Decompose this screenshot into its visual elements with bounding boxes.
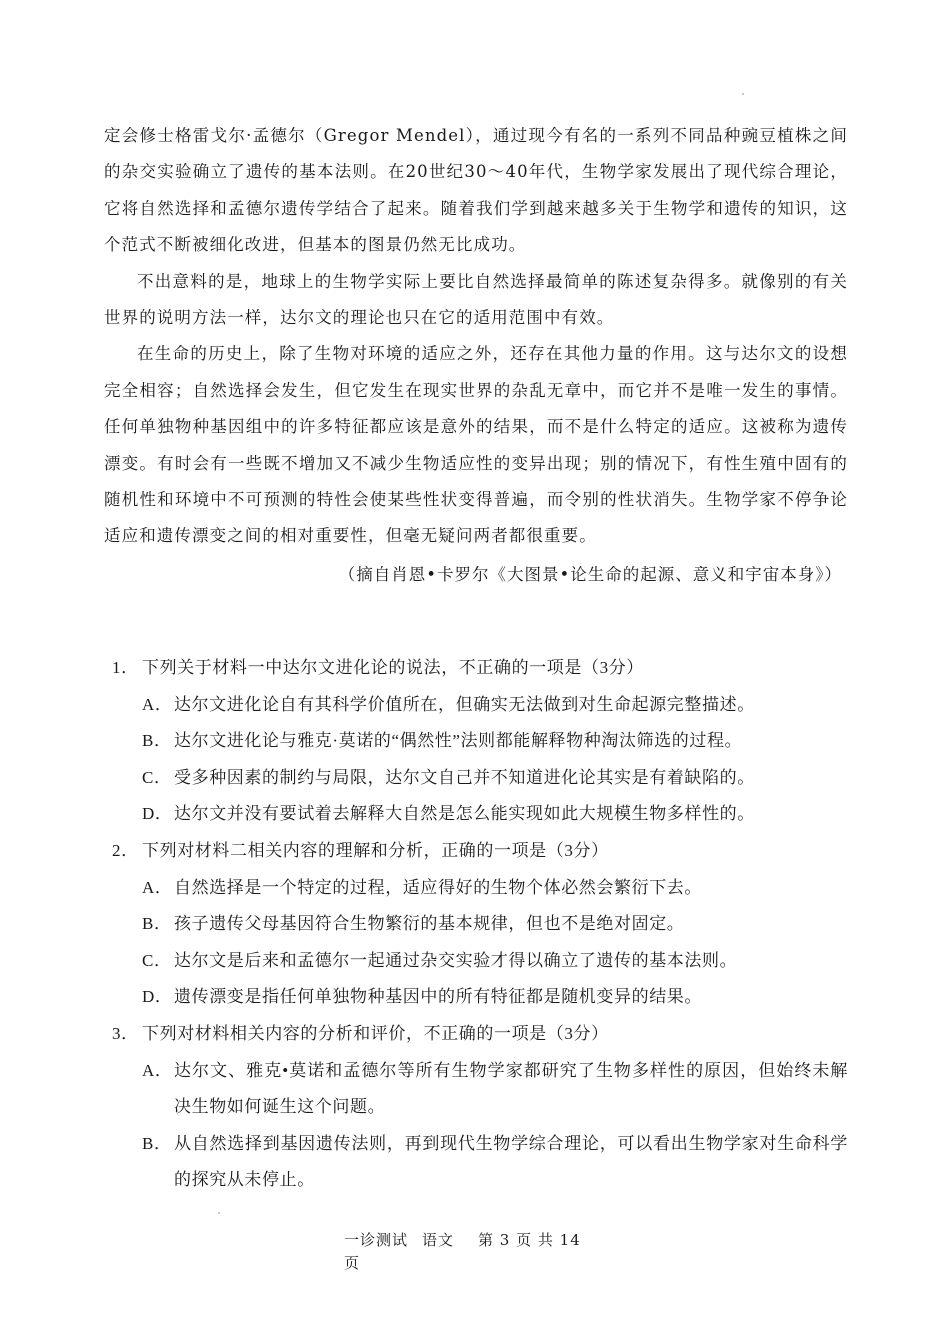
- passage-paragraph: 定会修士格雷戈尔·孟德尔（Gregor Mendel），通过现今有名的一系列不同品种豌豆植株之间的杂交实验确立了遗传的基本法则。在20世纪30～40年代，生物学家发展出了现代综合理论，它将自然选择和孟德尔遗传学结合了起来。随着我们学到越来越多关于生物学和遗传的知识，这个范式不断被细化改进，但基本的图景仍然无比成功。: [104, 126, 848, 255]
- question-list: [112, 650, 848, 1199]
- footer-subject: 语文: [422, 1231, 455, 1249]
- page-footer: [344, 1229, 614, 1275]
- option-text: 达尔文、雅克•莫诺和孟德尔等所有生物学家都研究了生物多样性的原因，但始终未解决生物如何诞生这个问题。: [174, 1060, 848, 1117]
- option-text: 自然选择是一个特定的过程，适应得好的生物个体必然会繁衍下去。: [174, 877, 702, 897]
- option-letter: D．: [142, 987, 173, 1007]
- question-number: 2．: [112, 840, 139, 860]
- option-text: 受多种因素的制约与局限，达尔文自己并不知道进化论其实是有着缺陷的。: [174, 767, 755, 787]
- question-text: 下列关于材料一中达尔文进化论的说法，不正确的一项是（3分）: [142, 658, 644, 677]
- answer-option: [112, 979, 848, 1016]
- option-letter: A．: [142, 694, 173, 714]
- option-letter: C．: [142, 767, 172, 787]
- option-letter: A．: [142, 1060, 173, 1080]
- question-stem: [112, 833, 848, 870]
- option-letter: B．: [142, 1133, 172, 1153]
- passage-source: （摘自肖恩•卡罗尔《大图景•论生命的起源、意义和宇宙本身》）: [338, 564, 842, 584]
- option-text: 达尔文并没有要试着去解释大自然是怎么能实现如此大规模生物多样性的。: [174, 804, 755, 824]
- option-text: 孩子遗传父母基因符合生物繁衍的基本规律，但也不是绝对固定。: [174, 914, 685, 934]
- option-letter: C．: [142, 950, 172, 970]
- option-text: 遗传漂变是指任何单独物种基因中的所有特征都是随机变异的结果。: [174, 987, 702, 1007]
- answer-option: [112, 1053, 848, 1126]
- reading-passage: [104, 118, 848, 593]
- option-text: 从自然选择到基因遗传法则，再到现代生物学综合理论，可以看出生物学家对生命科学的探究从未停止。: [174, 1133, 848, 1190]
- question-text: 下列对材料二相关内容的理解和分析，正确的一项是（3分）: [142, 840, 609, 860]
- option-letter: B．: [142, 731, 172, 751]
- answer-option: [112, 723, 848, 760]
- answer-option: [112, 796, 848, 833]
- option-text: 达尔文是后来和孟德尔一起通过杂交实验才得以确立了遗传的基本法则。: [174, 950, 738, 970]
- answer-option: [112, 687, 848, 724]
- question-stem: [112, 650, 848, 687]
- answer-option: [112, 760, 848, 797]
- answer-option: [112, 906, 848, 943]
- option-text: 达尔文进化论与雅克·莫诺的“偶然性”法则都能解释物种淘汰筛选的过程。: [174, 731, 743, 751]
- footer-exam-name: 一诊测试: [344, 1231, 409, 1249]
- option-letter: D．: [142, 804, 173, 824]
- answer-option: [112, 1126, 848, 1199]
- question-number: 1．: [112, 658, 139, 677]
- answer-option: [112, 943, 848, 980]
- footer-page-number: 第 3 页 共 14: [478, 1231, 581, 1249]
- passage-paragraph: 在生命的历史上，除了生物对环境的适应之外，还存在其他力量的作用。这与达尔文的设想完全相容；自然选择会发生，但它发生在现实世界的杂乱无章中，而它并不是唯一发生的事情。任何单独物种基因组中的许多特征都应该是意外的结果，而不是什么特定的适应。这被称为遗传漂变。有时会有一些既不增加又不减少生物适应性的变异出现；别的情况下，有性生殖中固有的随机性和环境中不可预测的特性会使某些性状变得普遍，而令别的性状消失。生物学家不停争论适应和遗传漂变之间的相对重要性，但毫无疑问两者都很重要。: [104, 344, 848, 546]
- footer-page-suffix: 页: [344, 1254, 361, 1272]
- scan-speck: [742, 93, 744, 95]
- question-text: 下列对材料相关内容的分析和评价，不正确的一项是（3分）: [142, 1023, 609, 1043]
- passage-paragraph: 不出意料的是，地球上的生物学实际上要比自然选择最简单的陈述复杂得多。就像别的有关世界的说明方法一样，达尔文的理论也只在它的适用范围中有效。: [104, 271, 848, 328]
- question-number: 3．: [112, 1023, 139, 1043]
- scan-speck: [218, 1212, 220, 1214]
- option-letter: A．: [142, 877, 173, 897]
- answer-option: [112, 870, 848, 907]
- option-letter: B．: [142, 914, 172, 934]
- question-stem: [112, 1016, 848, 1053]
- option-text: 达尔文进化论自有其科学价值所在，但确实无法做到对生命起源完整描述。: [174, 694, 755, 714]
